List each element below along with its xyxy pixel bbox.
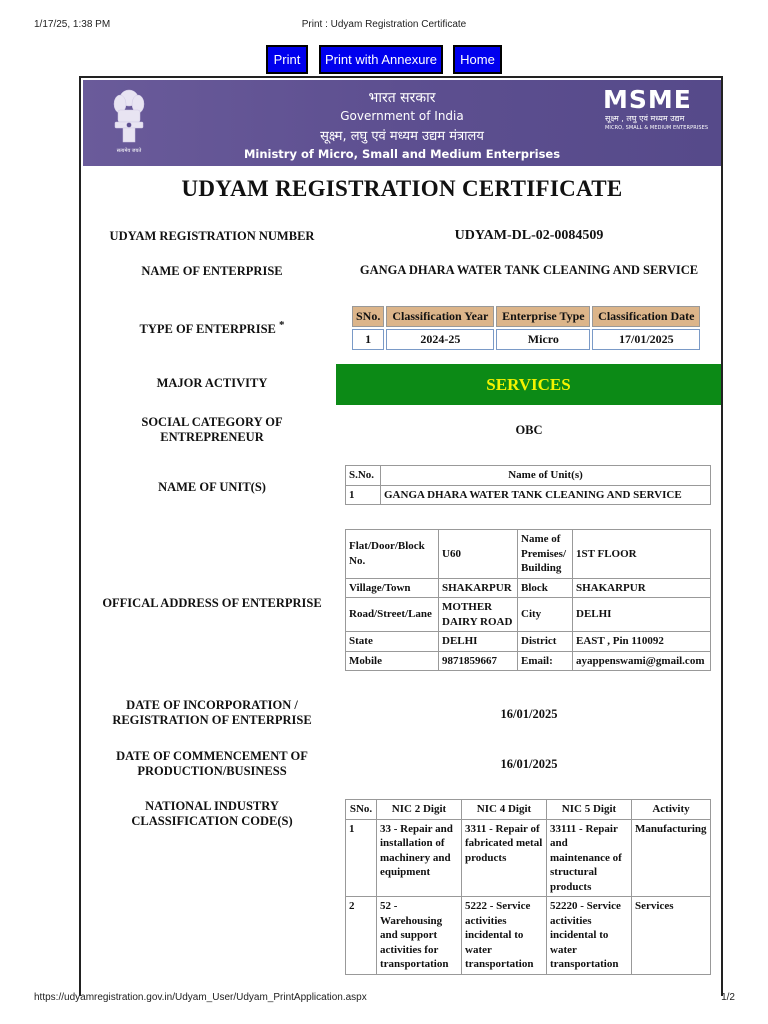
nic-row2-2digit: 52 - Warehousing and support activities for transportation	[377, 897, 462, 975]
nic-row1-4digit: 3311 - Repair of fabricated metal products	[462, 819, 547, 897]
emblem-caption: सत्यमेव जयते	[116, 148, 142, 154]
nic-header-2digit: NIC 2 Digit	[377, 800, 462, 820]
nic-row2-4digit: 5222 - Service activities incidental to water transportation	[462, 897, 547, 975]
classification-header-sno: SNo.	[352, 306, 384, 327]
print-with-annexure-button[interactable]: Print with Annexure	[319, 45, 443, 74]
nic-header-activity: Activity	[632, 800, 711, 820]
address-road-value: MOTHER DAIRY ROAD	[439, 598, 518, 632]
classification-header-year: Classification Year	[386, 306, 494, 327]
address-premises-label: Name of Premises/ Building	[518, 530, 573, 579]
nic-table	[345, 799, 711, 975]
banner-hindi-gov: भारत सरकार	[368, 90, 436, 106]
msme-logo-text: MSME	[603, 86, 692, 114]
certificate-title: UDYAM REGISTRATION CERTIFICATE	[181, 176, 623, 201]
address-mobile-label: Mobile	[346, 651, 439, 671]
major-activity-value: SERVICES	[336, 364, 721, 405]
address-row-mobile	[346, 651, 711, 671]
address-label: OFFICAL ADDRESS OF ENTERPRISE	[102, 596, 322, 610]
address-row-road	[346, 598, 711, 632]
classification-header-date: Classification Date	[592, 306, 700, 327]
address-block-label: Block	[518, 578, 573, 598]
msme-logo-english: MICRO, SMALL & MEDIUM ENTERPRISES	[605, 125, 709, 131]
address-row-state	[346, 632, 711, 652]
address-district-label: District	[518, 632, 573, 652]
home-button[interactable]: Home	[453, 45, 502, 74]
units-header-name: Name of Unit(s)	[381, 466, 711, 486]
nic-row2-activity: Services	[632, 897, 711, 975]
address-premises-value: 1ST FLOOR	[573, 530, 711, 579]
print-datetime: 1/17/25, 1:38 PM	[34, 19, 111, 30]
print-page-title: Print : Udyam Registration Certificate	[301, 19, 467, 30]
print-header	[0, 0, 768, 40]
nic-label: NATIONAL INDUSTRY CLASSIFICATION CODE(S)	[131, 799, 293, 828]
address-village-label: Village/Town	[346, 578, 439, 598]
banner-ministry-name: Ministry of Micro, Small and Medium Enterprises	[243, 147, 561, 161]
address-flat-value: U60	[439, 530, 518, 579]
address-state-label: State	[346, 632, 439, 652]
nic-row2-5digit: 52220 - Service activities incidental to water transportation	[547, 897, 632, 975]
units-row	[346, 485, 711, 505]
social-category-label: SOCIAL CATEGORY OF ENTREPRENEUR	[141, 415, 283, 444]
msme-logo-hindi: सूक्ष्म , लघु एवं मध्यम उद्यम	[605, 114, 685, 123]
banner-hindi-ministry: सूक्ष्म, लघु एवं मध्यम उद्यम मंत्रालय	[320, 129, 484, 144]
classification-table	[350, 304, 702, 352]
address-city-value: DELHI	[573, 598, 711, 632]
units-label: NAME OF UNIT(S)	[158, 480, 266, 494]
address-city-label: City	[518, 598, 573, 632]
address-email-value: ayappenswami@gmail.com	[573, 651, 711, 671]
units-header-sno: S.No.	[346, 466, 381, 486]
enterprise-name-label: NAME OF ENTERPRISE	[141, 264, 283, 278]
commencement-date-label: DATE OF COMMENCEMENT OF PRODUCTION/BUSINESS	[116, 749, 308, 778]
commencement-date-value: 16/01/2025	[500, 757, 558, 771]
nic-row2-sno: 2	[346, 897, 377, 975]
address-email-label: Email:	[518, 651, 573, 671]
units-sno: 1	[346, 485, 381, 505]
address-road-label: Road/Street/Lane	[346, 598, 439, 632]
enterprise-type-label: TYPE OF ENTERPRISE *	[139, 319, 285, 337]
enterprise-name-value: GANGA DHARA WATER TANK CLEANING AND SERVICE	[359, 263, 699, 277]
classification-header-type: Enterprise Type	[496, 306, 590, 327]
address-row-flat	[346, 530, 711, 579]
classification-date: 17/01/2025	[592, 329, 700, 350]
classification-sno: 1	[352, 329, 384, 350]
units-table	[345, 465, 711, 505]
print-footer-page: 1/2	[721, 992, 735, 1003]
nic-row1-2digit: 33 - Repair and installation of machinery and equipment	[377, 819, 462, 897]
nic-header-5digit: NIC 5 Digit	[547, 800, 632, 820]
address-state-value: DELHI	[439, 632, 518, 652]
nic-row	[346, 819, 711, 897]
nic-row1-5digit: 33111 - Repair and maintenance of structural products	[547, 819, 632, 897]
banner-gov-india: Government of India	[340, 109, 464, 123]
ministry-banner	[83, 80, 721, 166]
social-category-value: OBC	[515, 423, 543, 437]
nic-header-row	[346, 800, 711, 820]
nic-row1-activity: Manufacturing	[632, 819, 711, 897]
classification-type: Micro	[496, 329, 590, 350]
print-footer	[0, 992, 768, 1012]
required-asterisk: *	[279, 319, 285, 331]
incorporation-date-value: 16/01/2025	[500, 707, 558, 721]
print-footer-url: https://udyamregistration.gov.in/Udyam_User/Udyam_PrintApplication.aspx	[34, 992, 367, 1003]
address-block-value: SHAKARPUR	[573, 578, 711, 598]
major-activity-label: MAJOR ACTIVITY	[156, 376, 268, 390]
print-button[interactable]: Print	[266, 45, 308, 74]
address-mobile-value: 9871859667	[439, 651, 518, 671]
address-table	[345, 529, 711, 671]
address-district-value: EAST , Pin 110092	[573, 632, 711, 652]
nic-row	[346, 897, 711, 975]
reg-number-label: UDYAM REGISTRATION NUMBER	[109, 229, 315, 243]
address-village-value: SHAKARPUR	[439, 578, 518, 598]
address-flat-label: Flat/Door/Block No.	[346, 530, 439, 579]
classification-year: 2024-25	[386, 329, 494, 350]
classification-header-row	[352, 306, 700, 327]
nic-header-4digit: NIC 4 Digit	[462, 800, 547, 820]
incorporation-date-label: DATE OF INCORPORATION / REGISTRATION OF ENTERPRISE	[112, 698, 312, 727]
units-name: GANGA DHARA WATER TANK CLEANING AND SERVICE	[381, 485, 711, 505]
nic-header-sno: SNo.	[346, 800, 377, 820]
address-row-village	[346, 578, 711, 598]
classification-row	[352, 329, 700, 350]
units-header-row	[346, 466, 711, 486]
reg-number-value: UDYAM-DL-02-0084509	[454, 228, 604, 243]
nic-row1-sno: 1	[346, 819, 377, 897]
